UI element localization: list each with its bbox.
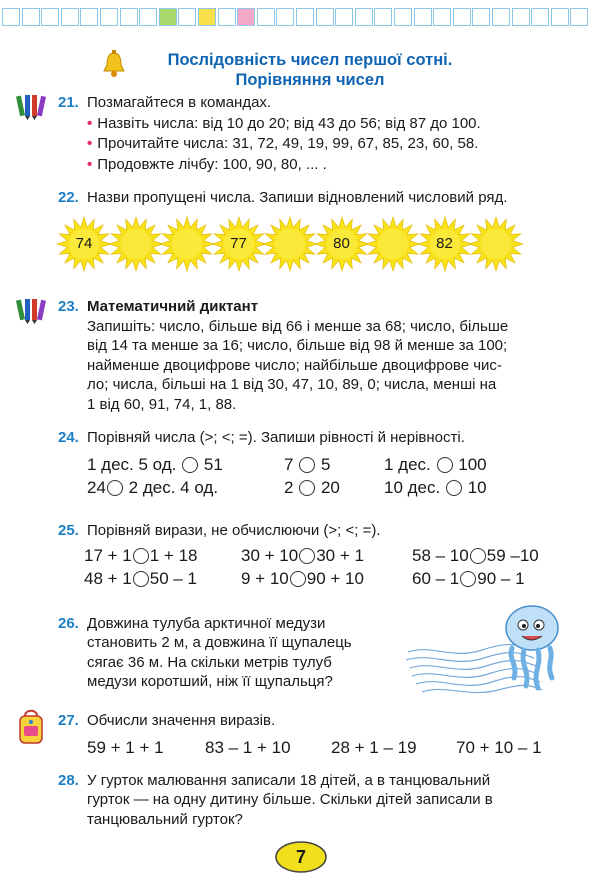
strip-square xyxy=(22,8,40,26)
page-number: 7 xyxy=(295,847,306,867)
exercise-28-paragraph xyxy=(87,771,565,829)
paragraph-line: медузи коротший, ніж її щупальця? xyxy=(87,673,333,691)
comparison-item xyxy=(412,545,539,567)
comparison-left: 58 – 10 xyxy=(412,546,469,565)
bullet-text: Прочитайте числа: 31, 72, 49, 19, 99, 67, 85, 23, 60, 58. xyxy=(97,135,479,152)
sun-number: 80 xyxy=(333,235,350,252)
strip-square xyxy=(433,8,451,26)
comparison-circle[interactable] xyxy=(437,457,453,473)
page-number-badge xyxy=(275,840,327,874)
exercise-28-number: 28. xyxy=(58,772,79,789)
sun-icon xyxy=(365,216,421,272)
strip-square xyxy=(61,8,79,26)
comparison-left: 10 дес. xyxy=(384,478,441,497)
comparison-right: 1 + 18 xyxy=(149,546,198,565)
comparison-item xyxy=(87,477,218,499)
comparison-right: 50 – 1 xyxy=(149,569,198,588)
strip-square xyxy=(374,8,392,26)
comparison-left: 24 xyxy=(87,478,106,497)
comparison-right: 51 xyxy=(203,455,223,474)
expression-item: 83 – 1 + 10 xyxy=(205,738,291,757)
comparison-left: 30 + 10 xyxy=(241,546,299,565)
exercise-24-number: 24. xyxy=(58,429,79,446)
exercise-26-number: 26. xyxy=(58,615,79,632)
comparison-circle[interactable] xyxy=(460,571,476,587)
strip-square xyxy=(453,8,471,26)
exercise-22-number: 22. xyxy=(58,189,79,206)
exercise-25-text: Порівняй вирази, не обчислюючи (>; <; =). xyxy=(87,522,381,539)
sun-shape xyxy=(211,216,267,272)
strip-square xyxy=(570,8,588,26)
comparison-circle[interactable] xyxy=(107,480,123,496)
exercise-21-text: Позмагайтеся в командах. xyxy=(87,94,272,111)
comparison-circle[interactable] xyxy=(470,548,486,564)
comparison-circle[interactable] xyxy=(182,457,198,473)
strip-square xyxy=(355,8,373,26)
paragraph-line: Довжина тулуба арктичної медузи xyxy=(87,615,326,632)
page-title xyxy=(120,50,500,90)
comparison-item xyxy=(412,568,525,590)
strip-square xyxy=(394,8,412,26)
strip-square xyxy=(198,8,216,26)
strip-square xyxy=(257,8,275,26)
strip-square xyxy=(335,8,353,26)
exercise-21-bullet-2 xyxy=(87,134,478,153)
strip-square xyxy=(316,8,334,26)
comparison-left: 60 – 1 xyxy=(412,569,460,588)
strip-square xyxy=(237,8,255,26)
bullet-dot: • xyxy=(87,135,93,152)
paragraph-line: сягає 36 м. На скільки метрів тулуб xyxy=(87,653,332,671)
paragraph-line: найменше двоцифрове число; найбільше двоцифрове чис- xyxy=(87,356,502,374)
comparison-right: 30 + 1 xyxy=(316,546,364,565)
exercise-23-heading: Математичний диктант xyxy=(87,298,259,315)
comparison-left: 17 + 1 xyxy=(84,546,132,565)
comparison-item xyxy=(241,568,364,590)
backpack-icon xyxy=(16,708,46,746)
comparison-item xyxy=(87,454,223,476)
exercise-23-number: 23. xyxy=(58,298,79,315)
comparison-item xyxy=(284,477,340,499)
pencils-icon xyxy=(16,93,46,121)
exercise-22-text: Назви пропущені числа. Запиши відновлений числовий ряд. xyxy=(87,189,508,206)
comparison-left: 2 xyxy=(284,478,294,497)
sun-shape xyxy=(108,216,164,272)
exercise-24-text: Порівняй числа (>; <; =). Запиши рівності й нерівності. xyxy=(87,429,465,446)
comparison-right: 90 + 10 xyxy=(306,569,364,588)
exercise-21-bullet-1 xyxy=(87,114,481,133)
strip-square xyxy=(80,8,98,26)
strip-square xyxy=(139,8,157,26)
sun-shape xyxy=(468,216,524,272)
comparison-circle[interactable] xyxy=(299,457,315,473)
paragraph-line: становить 2 м, а довжина її щупалець xyxy=(87,634,352,652)
paragraph-line: 1 від 60, 91, 74, 1, 88. xyxy=(87,395,237,413)
strip-square xyxy=(2,8,20,26)
strip-square xyxy=(218,8,236,26)
pencils-icon xyxy=(16,297,46,325)
top-decorative-strip xyxy=(0,0,600,30)
comparison-right: 90 – 1 xyxy=(477,569,525,588)
comparison-right: 10 xyxy=(467,478,487,497)
paragraph-line: У гурток малювання записали 18 дітей, а в танцювальний xyxy=(87,772,491,789)
strip-square xyxy=(159,8,177,26)
strip-square xyxy=(178,8,196,26)
sun-shape xyxy=(365,216,421,272)
strip-square xyxy=(551,8,569,26)
paragraph-line: ло; числа, більші на 1 від 30, 47, 10, 89, 0; числа, менші на xyxy=(87,376,497,394)
paragraph-line: гурток — на одну дитину більше. Скільки дітей записали в xyxy=(87,791,493,809)
title-line-2: Порівняння чисел xyxy=(235,71,385,89)
sun-shape xyxy=(314,216,370,272)
strip-square xyxy=(120,8,138,26)
comparison-item xyxy=(284,454,330,476)
exercise-27-number: 27. xyxy=(58,712,79,729)
exercise-23-paragraph xyxy=(87,317,565,414)
comparison-circle[interactable] xyxy=(290,571,306,587)
exercise-21-number: 21. xyxy=(58,94,79,111)
comparison-right: 2 дес. 4 од. xyxy=(128,478,219,497)
strip-square xyxy=(472,8,490,26)
comparison-left: 1 дес. xyxy=(384,455,431,474)
exercise-27-text: Обчисли значення виразів. xyxy=(87,712,276,729)
comparison-right: 59 –10 xyxy=(486,546,539,565)
paragraph-line: Запишіть: число, більше від 66 і менше за 68; число, більше xyxy=(87,318,509,335)
expression-item: 28 + 1 – 19 xyxy=(331,738,417,757)
bullet-dot: • xyxy=(87,115,93,132)
sun-shape xyxy=(159,216,215,272)
sun-shape xyxy=(262,216,318,272)
sun-shape xyxy=(417,216,473,272)
sun-icon xyxy=(468,216,524,272)
comparison-left: 9 + 10 xyxy=(241,569,289,588)
comparison-right: 5 xyxy=(320,455,331,474)
exercise-26-paragraph xyxy=(87,614,387,692)
comparison-item xyxy=(84,545,198,567)
sun-icon xyxy=(108,216,164,272)
sun-shape xyxy=(56,216,112,272)
bullet-text: Продовжте лічбу: 100, 90, 80, ... . xyxy=(97,156,327,173)
exercise-25-number: 25. xyxy=(58,522,79,539)
comparison-circle[interactable] xyxy=(299,548,315,564)
expression-item: 59 + 1 + 1 xyxy=(87,738,164,757)
comparison-left: 7 xyxy=(284,455,294,474)
strip-square xyxy=(414,8,432,26)
comparison-right: 20 xyxy=(320,478,340,497)
title-line-1: Послідовність чисел першої сотні. xyxy=(167,51,453,69)
expression-item: 70 + 10 – 1 xyxy=(456,738,542,757)
comparison-circle[interactable] xyxy=(133,548,149,564)
sun-number: 77 xyxy=(230,235,247,252)
sun-icon xyxy=(159,216,215,272)
comparison-item xyxy=(241,545,364,567)
sun-icon xyxy=(262,216,318,272)
paragraph-line: танцювальний гурток? xyxy=(87,810,243,828)
exercise-21-bullet-3 xyxy=(87,155,327,174)
strip-square xyxy=(276,8,294,26)
comparison-circle[interactable] xyxy=(133,571,149,587)
strip-square xyxy=(41,8,59,26)
sun-number: 82 xyxy=(436,235,453,252)
comparison-left: 1 дес. 5 од. xyxy=(87,455,177,474)
comparison-circle[interactable] xyxy=(446,480,462,496)
bullet-dot: • xyxy=(87,156,93,173)
strip-square xyxy=(531,8,549,26)
strip-square xyxy=(296,8,314,26)
comparison-item xyxy=(384,454,487,476)
comparison-item xyxy=(84,568,197,590)
comparison-circle[interactable] xyxy=(299,480,315,496)
comparison-right: 100 xyxy=(458,455,487,474)
strip-square xyxy=(100,8,118,26)
sun-number: 74 xyxy=(75,235,93,252)
strip-square xyxy=(492,8,510,26)
comparison-item xyxy=(384,477,487,499)
paragraph-line: від 14 та менше за 16; число, більше від 98 й менше за 100; xyxy=(87,337,508,355)
jellyfish-illustration xyxy=(402,598,578,706)
comparison-left: 48 + 1 xyxy=(84,569,132,588)
bullet-text: Назвіть числа: від 10 до 20; від 43 до 56; від 87 до 100. xyxy=(97,115,481,132)
strip-square xyxy=(512,8,530,26)
